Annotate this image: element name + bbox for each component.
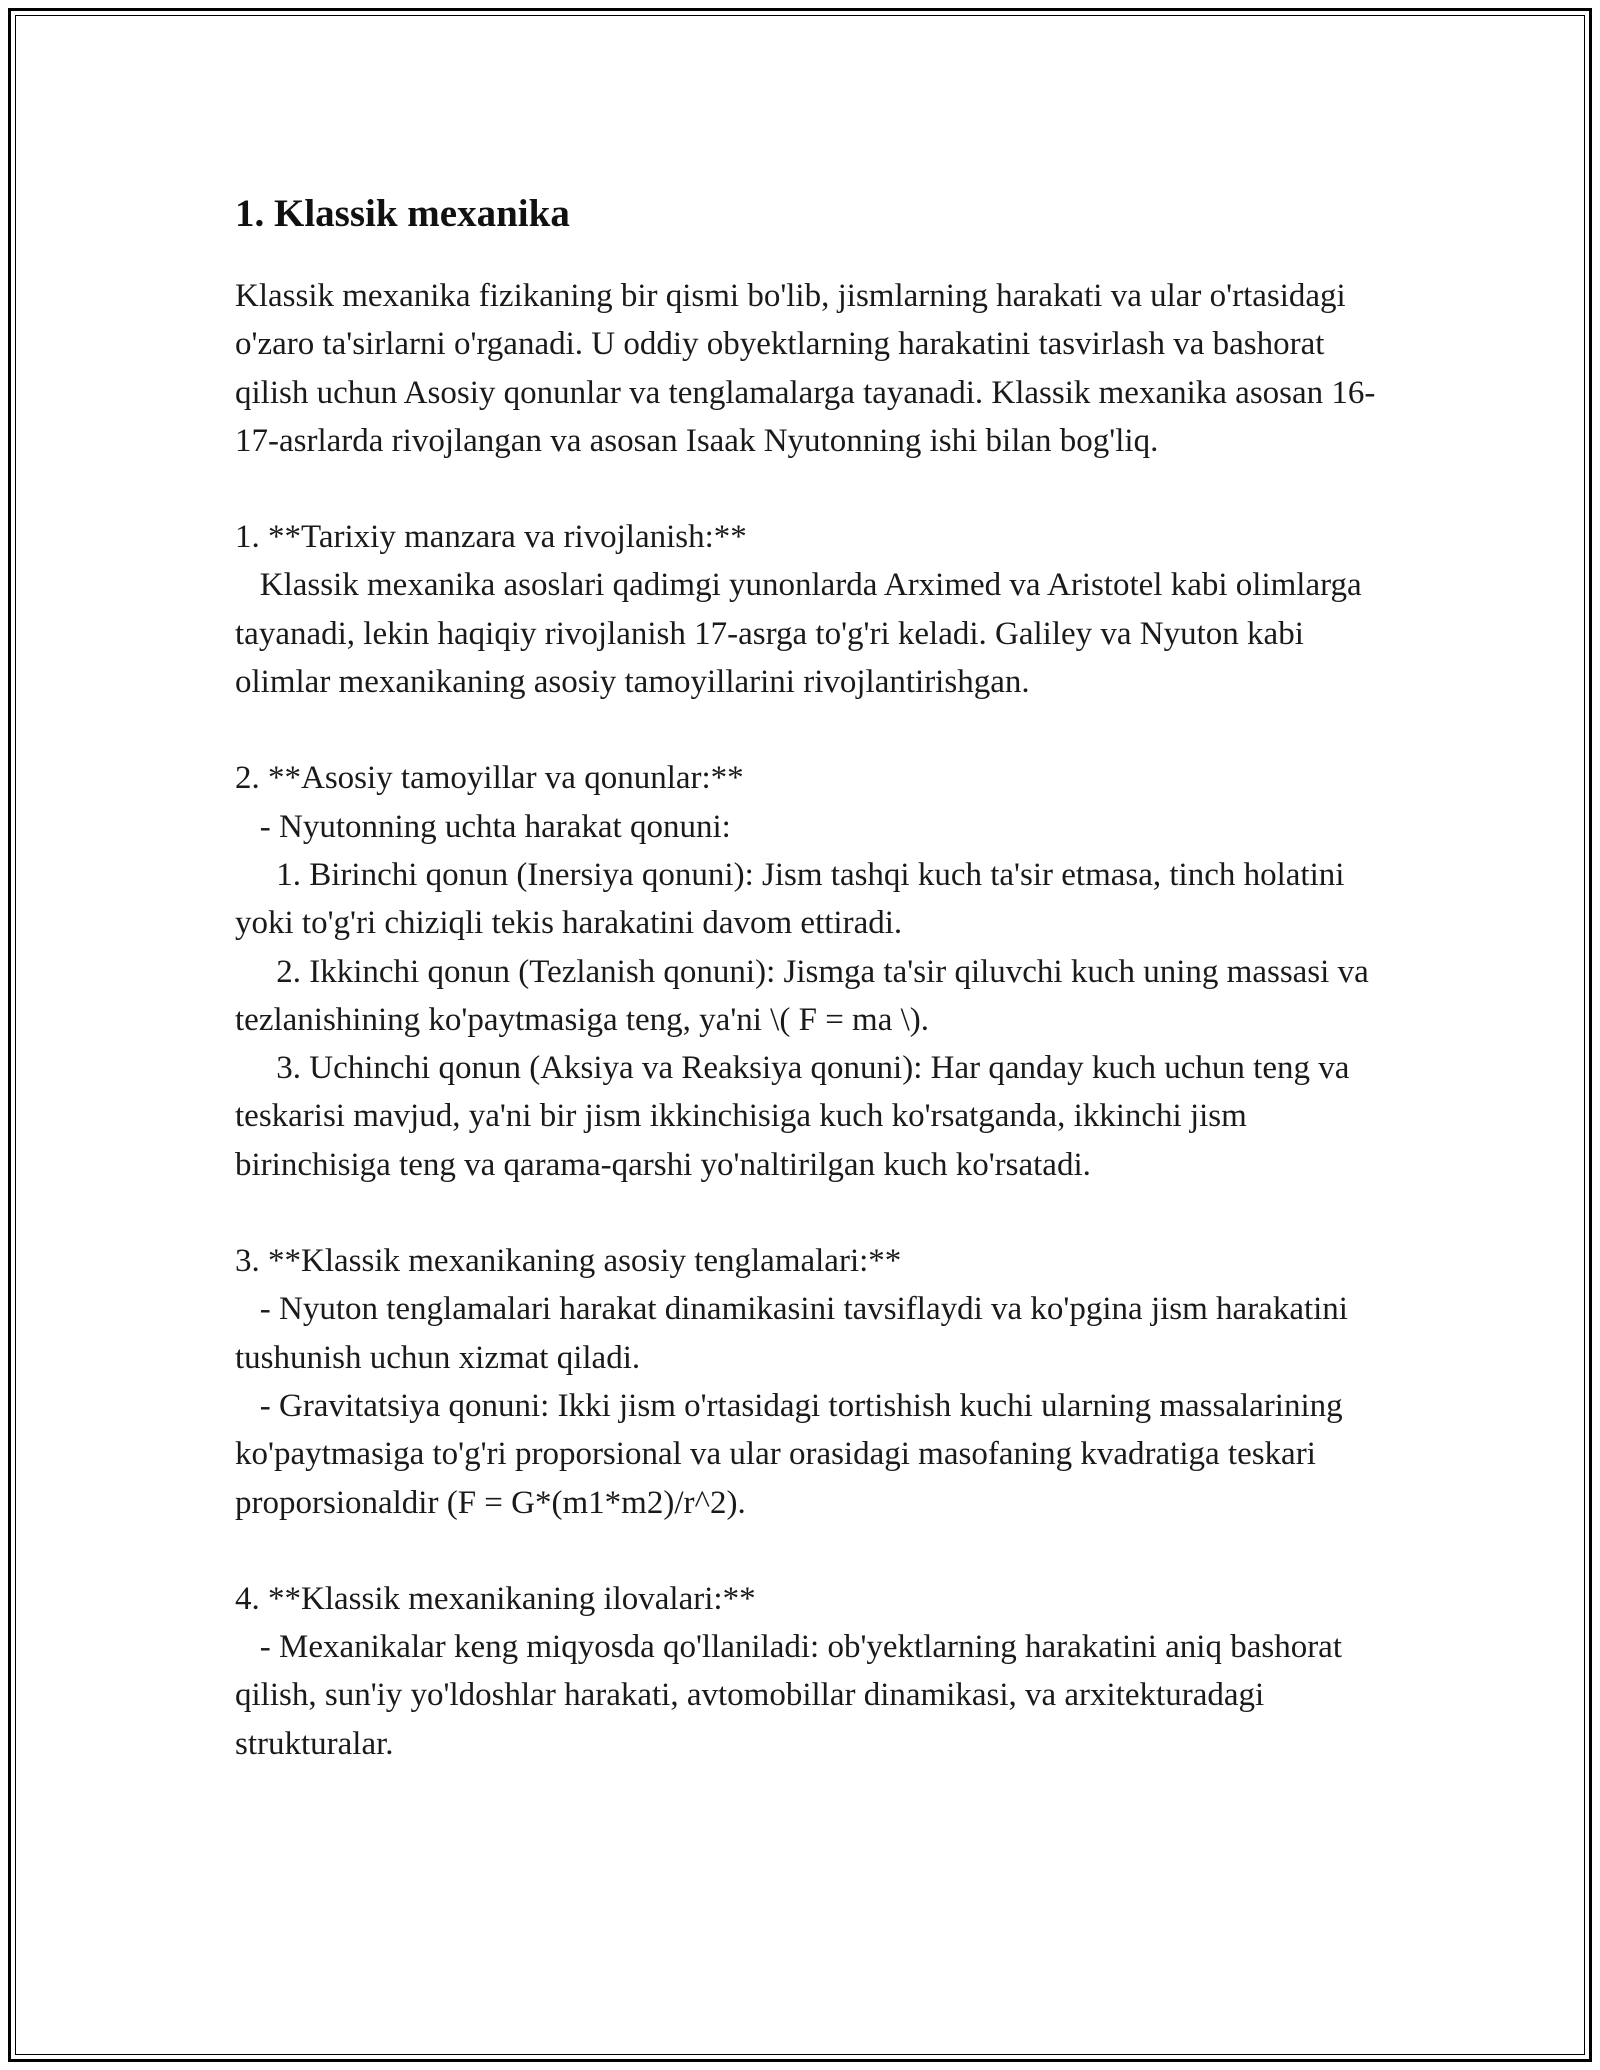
section-2-item-4: 3. Uchinchi qonun (Aksiya va Reaksiya qonuni): Har qanday kuch uchun teng va teskarisi mavjud, ya'ni bir jism ikkinchisiga kuch ko'rsatganda, ikkinchi jism birinchisiga teng va qarama-qarshi yo'naltirilgan kuch ko'rsatadi. [235, 1050, 1358, 1183]
spacer [235, 1527, 1385, 1575]
section-1-item-1: Klassik mexanika asoslari qadimgi yunonlarda Arximed va Aristotel kabi olimlarga tayanadi, lekin haqiqiy rivojlanish 17-asrga to'g'ri keladi. Galiley va Nyuton kabi olimlar mexanikaning asosiy tamoyillarini rivojlantirishgan. [235, 567, 1370, 701]
spacer [235, 706, 1385, 754]
spacer [235, 465, 1385, 513]
section-4-title: 4. **Klassik mexanikaning ilovalari:** [235, 1580, 756, 1617]
section-2-item-3: 2. Ikkinchi qonun (Tezlanish qonuni): Jismga ta'sir qiluvchi kuch uning massasi va tezlanishining ko'paytmasiga teng, ya'ni \( F = ma \). [235, 953, 1377, 1038]
section-2-title: 2. **Asosiy tamoyillar va qonunlar:** [235, 760, 744, 797]
section-2-item-1: - Nyutonning uchta harakat qonuni: [235, 808, 731, 845]
section-3-title: 3. **Klassik mexanikaning asosiy tenglamalari:** [235, 1243, 902, 1280]
section-1-title: 1. **Tarixiy manzara va rivojlanish:** [235, 519, 747, 556]
section-2-item-2: 1. Birinchi qonun (Inersiya qonuni): Jism tashqi kuch ta'sir etmasa, tinch holatini yoki to'g'ri chiziqli tekis harakatini davom ettiradi. [235, 856, 1353, 942]
section-3-item-2: - Gravitatsiya qonuni: Ikki jism o'rtasidagi tortishish kuchi ularning massalarining ko'paytmasiga to'g'ri proporsional va ular orasidagi masofaning kvadratiga teskari proporsionaldir (F = G*(m1*m2)/r^2). [235, 1387, 1351, 1521]
intro-paragraph: Klassik mexanika fizikaning bir qismi bo'lib, jismlarning harakati va ular o'rtasidagi o'zaro ta'sirlarni o'rganadi. U oddiy obyektlarning harakatini tasvirlash va bashorat qilish uchun Asosiy qonunlar va tenglamalarga tayanadi. Klassik mexanika asosan 16-17-asrlarda rivojlangan va asosan Isaak Nyutonning ishi bilan bog'liq. [235, 278, 1376, 459]
section-4-item-1: - Mexanikalar keng miqyosda qo'llaniladi: ob'yektlarning harakatini aniq bashorat qilish, sun'iy yo'ldoshlar harakati, avtomobillar dinamikasi, va arxitekturadagi strukturalar. [235, 1629, 1351, 1762]
spacer [235, 1189, 1385, 1237]
document-body [235, 188, 1385, 1768]
document-heading: 1. Klassik mexanika [235, 192, 570, 235]
section-3-item-1: - Nyuton tenglamalari harakat dinamikasini tavsiflaydi va ko'pgina jism harakatini tushunish uchun xizmat qiladi. [235, 1291, 1357, 1376]
